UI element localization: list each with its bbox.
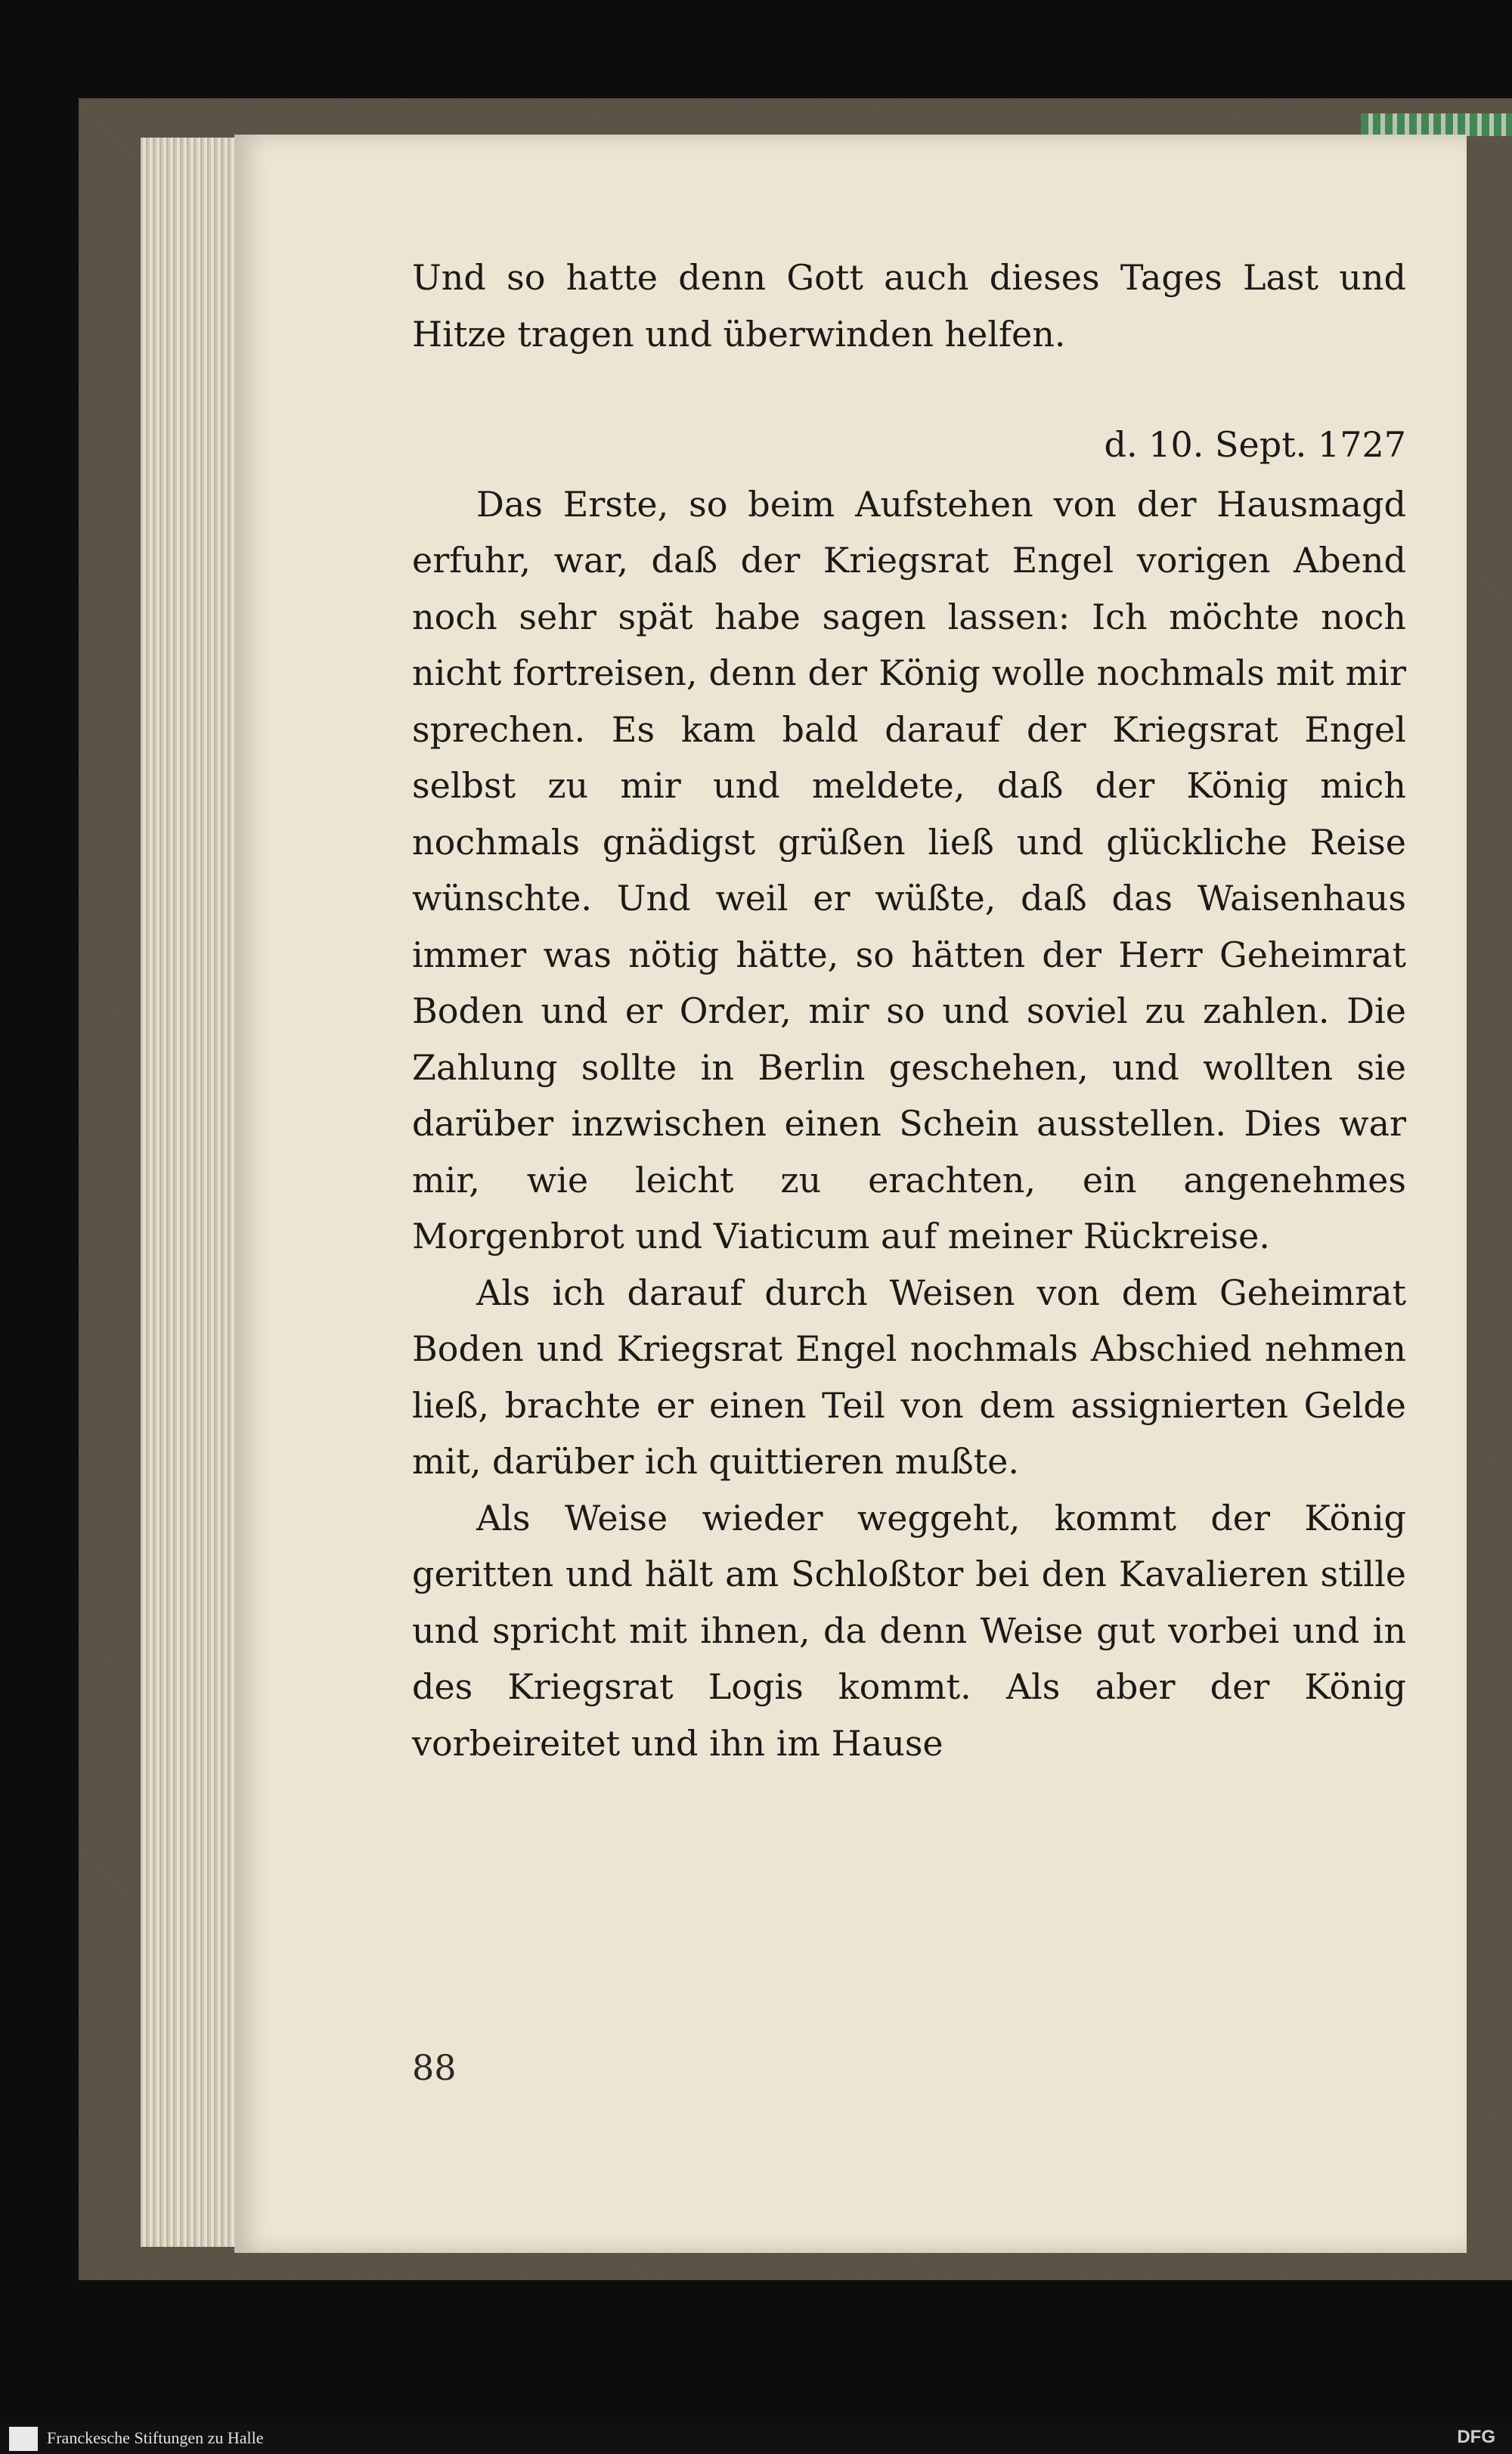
paragraph-3: Als ich darauf durch Weisen von dem Geheimrat Boden und Kriegsrat Engel nochmals Abschied nehmen ließ, brachte er einen Teil von dem assignierten Gelde mit, darüber ich quittieren mußte. <box>412 1272 1406 1482</box>
date-heading: d. 10. Sept. 1727 <box>1104 424 1406 465</box>
paragraph-1: Und so hatte denn Gott auch dieses Tages Last und Hitze tragen und überwinden helfen. <box>412 257 1406 355</box>
dfg-mark: DFG <box>1457 2427 1495 2447</box>
institution-logo-icon <box>9 2427 38 2451</box>
paragraph-4: Als Weise wieder weggeht, kommt der König geritten und hält am Schloßtor bei den Kavalieren stille und spricht mit ihnen, da denn Weise gut vorbei und in des Kriegsrat Logis kommt. Als aber der König vorbeireitet und ihn im Hause <box>412 1497 1406 1764</box>
paragraph-2: Das Erste, so beim Aufstehen von der Hausmagd erfuhr, war, daß der Kriegsrat Engel vorigen Abend noch sehr spät habe sagen lassen: Ich möchte noch nicht fortreisen, denn der König wolle nochmals mit mir sprechen. Es kam bald darauf der Kriegsrat Engel selbst zu mir und meldete, daß der König mich nochmals gnädigst grüßen ließ und glückliche Reise wünschte. Und weil er wüßte, daß das Waisenhaus immer was nötig hätte, so hätten der Herr Geheimrat Boden und er Order, mir so und soviel zu zahlen. Die Zahlung sollte in Berlin geschehen, und wollten sie darüber inzwischen einen Schein ausstellen. Dies war mir, wie leicht zu erachten, ein angenehmes Morgenbrot und Viaticum auf meiner Rückreise. <box>412 483 1406 1256</box>
page-number: 88 <box>412 2047 457 2088</box>
institution-label: Franckesche Stiftungen zu Halle <box>47 2428 264 2447</box>
page-text <box>412 249 1406 1771</box>
binding-stitch <box>1361 113 1512 136</box>
